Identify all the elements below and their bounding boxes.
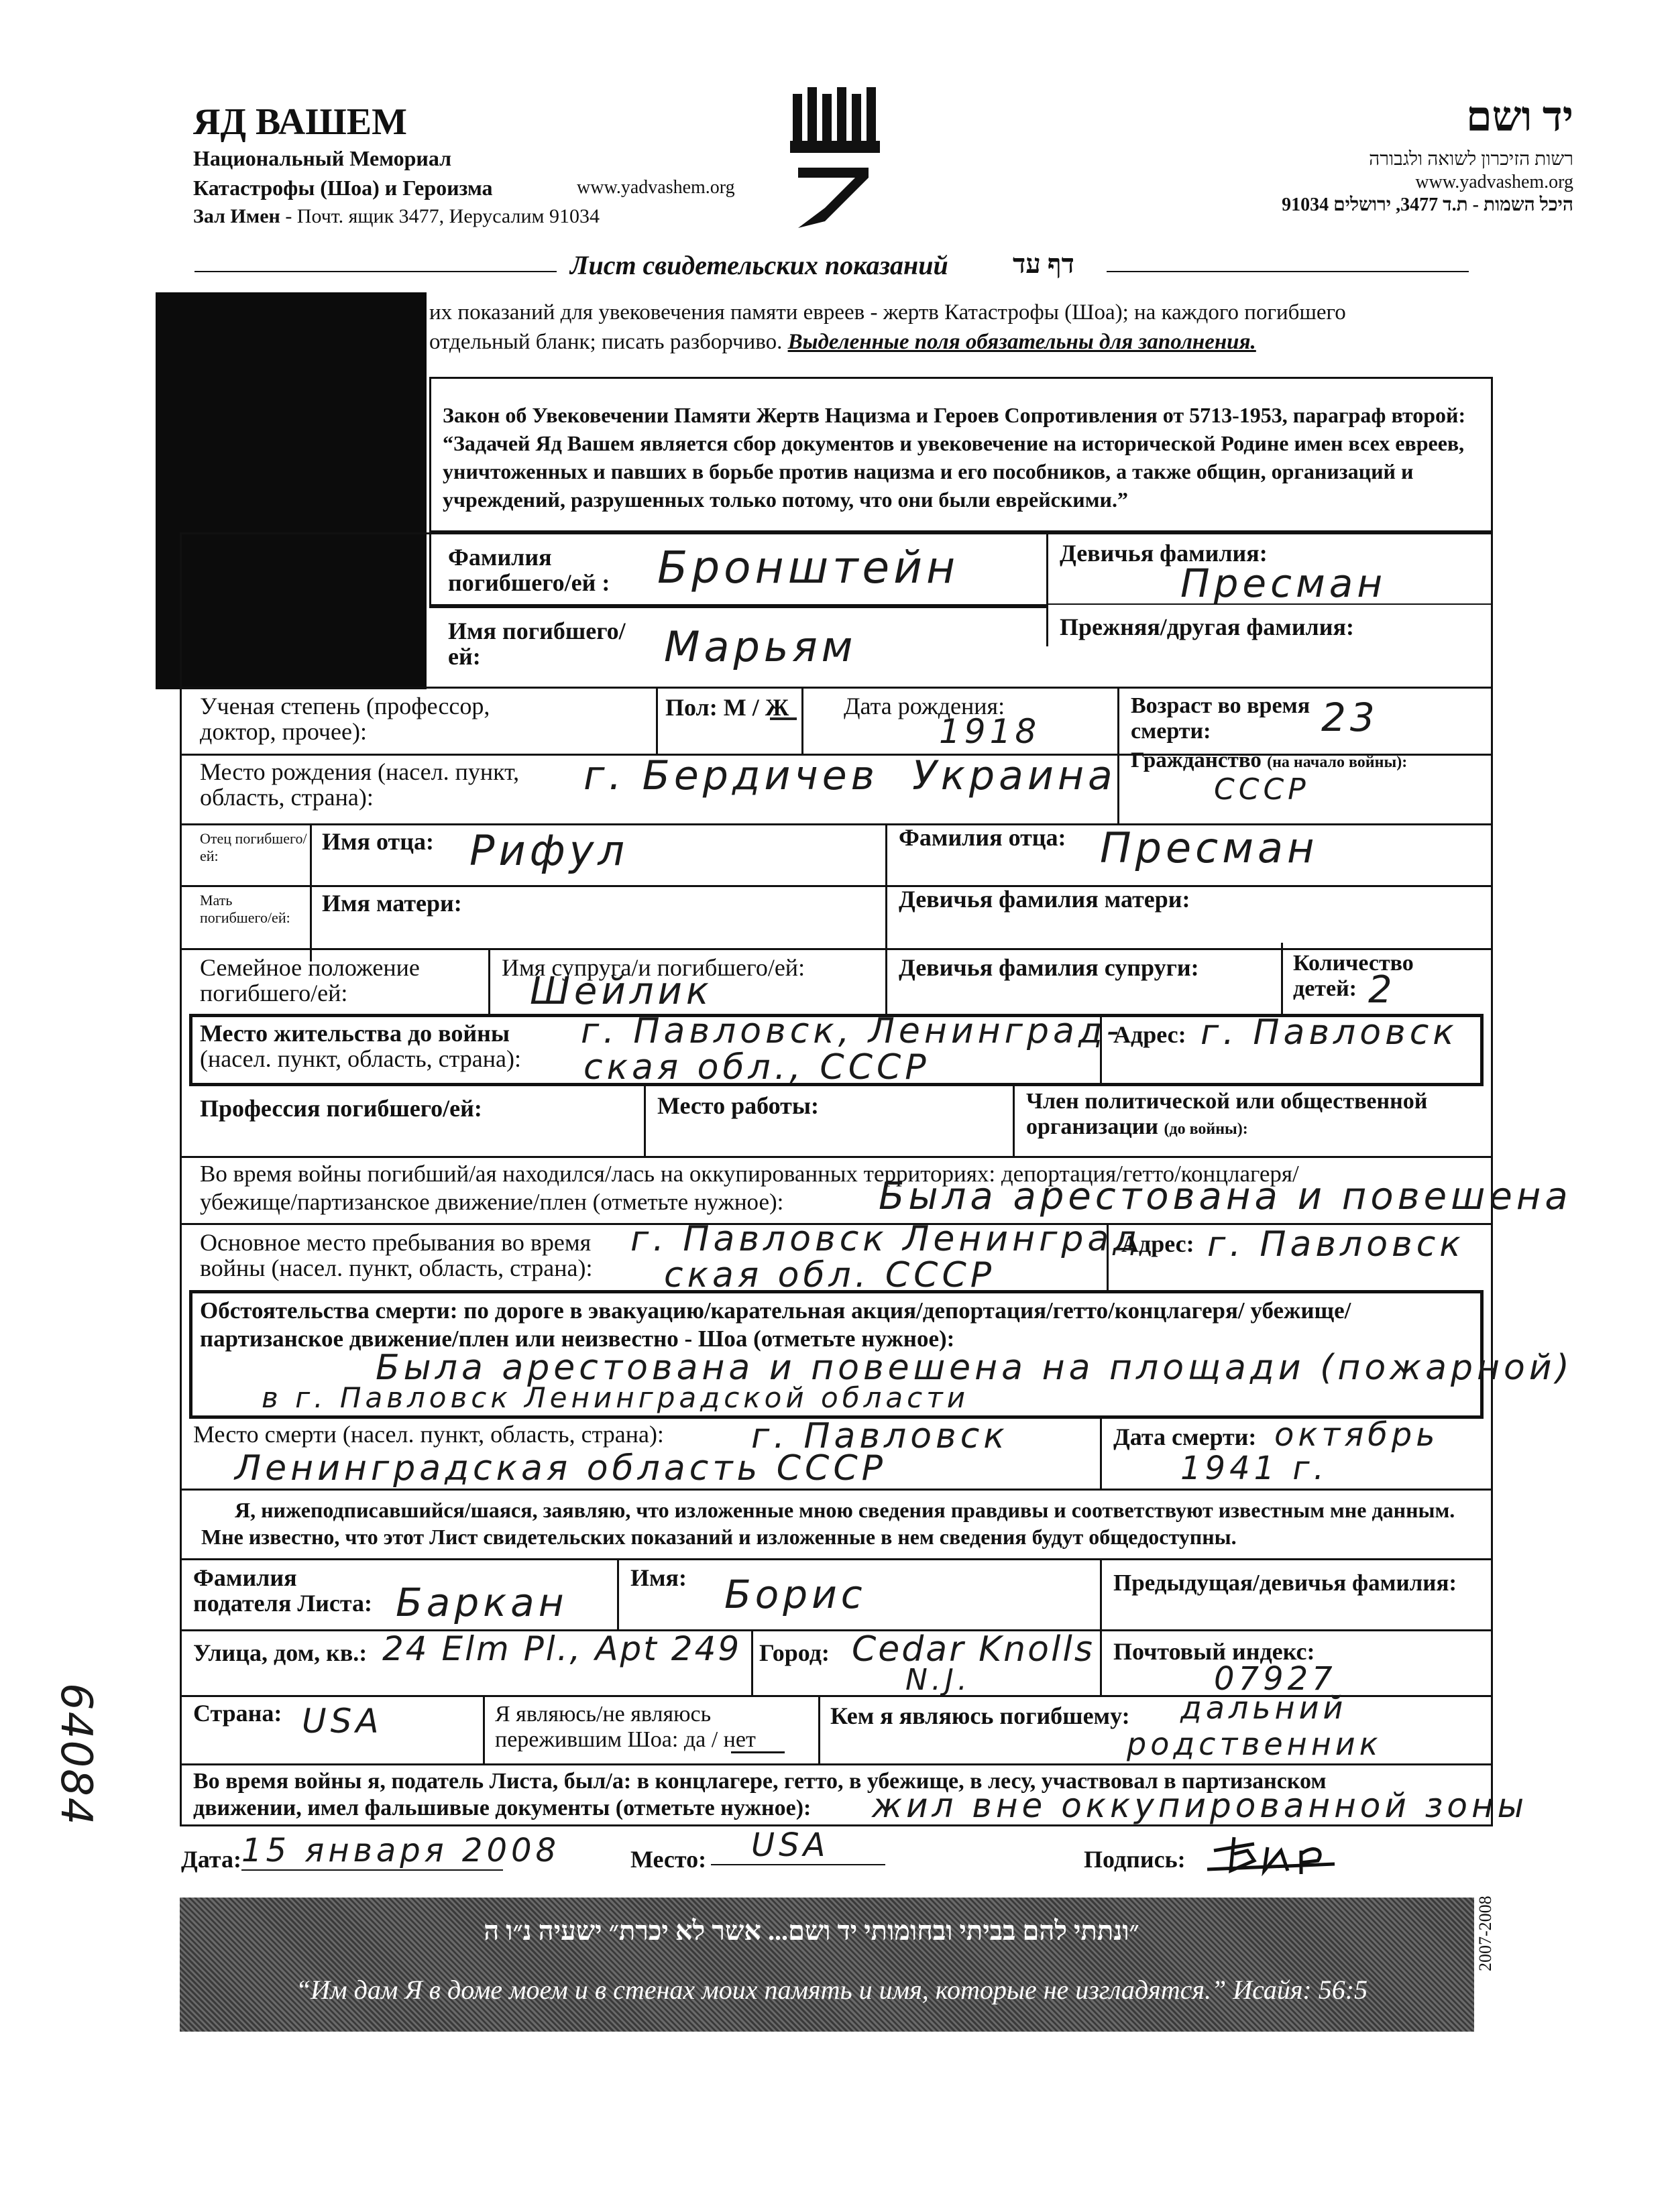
age-label: Возраст во время смерти: [1131, 693, 1310, 744]
signature-mark[interactable] [1201, 1824, 1375, 1877]
father-surname-value[interactable]: Пресман [1100, 823, 1319, 872]
city-divider [751, 1629, 753, 1695]
row-line-war-status [180, 1763, 1493, 1765]
children-label: Количество детей: [1293, 951, 1414, 1001]
death-date-label: Дата смерти: [1113, 1423, 1257, 1450]
submitter-prev-divider [1100, 1558, 1102, 1629]
residence-value-1[interactable]: г. Павловск, Ленинград- [581, 1011, 1123, 1051]
profession-label: Профессия погибшего/ей: [200, 1095, 482, 1122]
residence-address-divider [1100, 1014, 1102, 1086]
residence-label-bold: Место жительства до войны [200, 1020, 510, 1047]
side-year: 2007-2008 [1475, 1896, 1495, 1971]
birthplace-value[interactable]: г. Бердичев Украина [583, 752, 1117, 799]
death-place-value-1[interactable]: г. Павловск [751, 1416, 1009, 1456]
survivor-no-underline[interactable] [731, 1751, 785, 1753]
form-title-he: דף עד [1013, 249, 1074, 279]
city-label: Город: [759, 1639, 830, 1666]
zip-value[interactable]: 07927 [1214, 1660, 1337, 1698]
intro-line1: их показаний для увековечения памяти евреев - жертв Катастрофы (Шоа); на каждого погибшего [429, 300, 1346, 325]
row-line-submitter [180, 1558, 1493, 1560]
survivor-label: Я являюсь/не являюсь пережившим Шоа: да / нет [495, 1702, 756, 1752]
country-value[interactable]: USA [302, 1702, 383, 1741]
father-surname-label: Фамилия отца: [899, 824, 1066, 851]
row-line-marital [180, 948, 1493, 950]
birthplace-label: Место рождения (насел. пункт, область, страна): [200, 758, 520, 811]
org-line3-bold: Зал Имен [193, 205, 280, 227]
death-date-value-2[interactable]: 1941 г. [1180, 1450, 1328, 1487]
father-name-value[interactable]: Рифул [469, 826, 629, 875]
yad-vashem-logo [785, 87, 885, 241]
death-circ-label-rest: по дороге в эвакуацию/карательная акция/депортация/гетто/концлагеря/ убежище/партизанское движение/плен или неизвестно - Шоа (отметьте нужное): [200, 1297, 1351, 1352]
law-text: Закон об Увековечении Памяти Жертв Нацизма и Героев Сопротивления от 5713-1953, параграф второй: “Задачей Яд Вашем является сбор документов и увековечение на исторической Родине имен всех евреев, уничтоженных и павших в борьбе против нацизма и его пособников, а также общин, организаций и учреждений, разрушенных только потому, что они были еврейскими.” [443, 403, 1466, 512]
spouse-divider [488, 948, 490, 1015]
death-circ-value-1[interactable]: Была арестована и повешена на площади (пожарной) [376, 1348, 1573, 1388]
death-date-value-1[interactable]: октябрь [1274, 1416, 1439, 1454]
victim-surname-label: Фамилия погибшего/ей : [448, 544, 610, 596]
row-line-name [429, 606, 1046, 608]
row-line-mother [180, 885, 1493, 887]
workplace-label: Место работы: [657, 1092, 819, 1119]
main-place-address-divider [1107, 1223, 1109, 1293]
main-place-value-2[interactable]: ская обл. СССР [664, 1255, 996, 1295]
org-title-ru: ЯД ВАШЕМ [193, 101, 407, 143]
workplace-divider [644, 1086, 646, 1156]
residence-label [200, 1021, 575, 1071]
war-status-label-2: движении, имел фальшивые документы (отметьте нужное): [193, 1796, 812, 1820]
citizenship-note: (на начало войны): [1267, 754, 1408, 771]
country-label: Страна: [193, 1700, 282, 1727]
spouse-maiden-divider [885, 948, 887, 1015]
citizenship-value[interactable]: СССР [1214, 772, 1310, 807]
wartime-label-2: убежище/партизанское движение/плен (отметьте нужное): [200, 1189, 784, 1215]
father-side-divider [310, 823, 312, 962]
street-label: Улица, дом, кв.: [193, 1639, 368, 1666]
relation-divider [818, 1695, 820, 1765]
war-status-value[interactable]: жил вне оккупированной зоны [872, 1786, 1528, 1825]
mother-side-label: Мать погибшего/ей: [200, 892, 290, 926]
age-value[interactable]: 23 [1321, 695, 1379, 740]
zip-divider [1100, 1629, 1102, 1695]
birthdate-value[interactable]: 1918 [939, 712, 1041, 751]
row-line-wartime [180, 1156, 1493, 1158]
age-divider [1117, 687, 1119, 754]
org-line3 [193, 205, 600, 228]
mother-maiden-label: Девичья фамилия матери: [899, 886, 1190, 913]
birthdate-label: Дата рождения: [844, 693, 1005, 719]
member-divider [1013, 1086, 1015, 1156]
residence-value-2[interactable]: ская обл., СССР [583, 1047, 930, 1088]
residence-label-rest: (насел. пункт, область, страна): [200, 1045, 522, 1072]
main-place-label: Основное место пребывания во время войны (насел. пункт, область, страна): [200, 1229, 593, 1281]
member-note: (до войны): [1164, 1120, 1248, 1138]
row-line-degree [180, 687, 1493, 689]
sex-label: Пол: М / Ж [665, 694, 789, 721]
member-label [1026, 1089, 1482, 1142]
survivor-divider [483, 1695, 485, 1765]
submitter-name-label: Имя: [630, 1564, 687, 1591]
children-divider [1281, 943, 1283, 1015]
date-label: Дата: [181, 1846, 241, 1873]
member-label-text: Член политической или общественной организации [1026, 1089, 1428, 1139]
death-date-divider [1100, 1419, 1102, 1489]
relation-value-2[interactable]: родственник [1127, 1726, 1382, 1762]
org-line3-rest: - Почт. ящик 3477, Иерусалим 91034 [280, 205, 600, 227]
place-label: Место: [630, 1846, 707, 1873]
maiden-name-label: Девичья фамилия: [1060, 540, 1268, 567]
submitter-surname-label: Фамилия подателя Листа: [193, 1564, 372, 1617]
org-line2: Катастрофы (Шоа) и Героизма [193, 176, 493, 200]
spouse-maiden-label: Девичья фамилия супруги: [899, 954, 1199, 981]
row-line-prev [1046, 603, 1493, 605]
submitter-prev-label: Предыдущая/девичья фамилия: [1113, 1570, 1457, 1596]
submitter-name-divider [617, 1558, 619, 1629]
mother-name-label: Имя матери: [322, 890, 462, 917]
org-website: www.yadvashem.org [577, 177, 735, 198]
relation-label: Кем я являюсь погибшему: [830, 1702, 1130, 1729]
city-value-1[interactable]: Cedar Knolls [852, 1629, 1095, 1670]
victim-name-value[interactable]: Марьям [664, 622, 857, 671]
main-place-address-value[interactable]: г. Павловск [1207, 1224, 1465, 1265]
residence-address-label: Адрес: [1113, 1021, 1186, 1048]
previous-surname-label: Прежняя/другая фамилия: [1060, 614, 1354, 640]
maiden-name-value[interactable]: Пресман [1180, 561, 1387, 606]
relation-value-1[interactable]: дальний [1180, 1690, 1347, 1726]
spouse-value[interactable]: Шейлик [530, 970, 713, 1013]
title-rule-left [194, 271, 557, 272]
signature-label: Подпись: [1084, 1846, 1186, 1873]
main-place-value-1[interactable]: г. Павловск Ленинград [630, 1219, 1141, 1259]
submitter-surname-value[interactable]: Баркан [396, 1580, 568, 1625]
zip-label: Почтовый индекс: [1113, 1638, 1315, 1665]
death-place-label: Место смерти (насел. пункт, область, страна): [193, 1421, 664, 1448]
city-value-2[interactable]: N.J. [905, 1663, 971, 1697]
father-surname-divider [885, 823, 887, 962]
main-place-address-label: Адрес: [1121, 1230, 1194, 1257]
intro-line2 [429, 330, 1256, 355]
victim-surname-value[interactable]: Бронштейн [657, 542, 960, 593]
victim-name-label: Имя погибшего/ей: [448, 618, 626, 670]
org-line1: Национальный Мемориал [193, 146, 452, 170]
date-value[interactable]: 15 января 2008 [241, 1832, 561, 1869]
row-line-street [180, 1629, 1493, 1631]
he-website: www.yadvashem.org [1415, 172, 1573, 192]
citizenship-label [1131, 748, 1407, 773]
children-value[interactable]: 2 [1368, 968, 1396, 1012]
intro-line2-start: отдельный бланк; писать разборчиво. [429, 330, 788, 354]
spouse-label: Имя супруга/и погибшего/ей: [502, 954, 805, 981]
wartime-value[interactable]: Была арестована и повешена [879, 1175, 1572, 1218]
form-title: Лист свидетельских показаний [570, 250, 948, 280]
submitter-name-value[interactable]: Борис [724, 1572, 867, 1617]
citizenship-divider [1117, 754, 1119, 823]
residence-address-value[interactable]: г. Павловск [1201, 1012, 1458, 1053]
row-line-declaration [180, 1489, 1493, 1491]
intro-mandatory-note: Выделенные поля обязательны для заполнения. [787, 330, 1256, 354]
father-side-label: Отец погибшего/ей: [200, 830, 307, 864]
marital-label: Семейное положение погибшего/ей: [200, 954, 420, 1006]
banner-quote-ru: “Им дам Я в доме моем и в стенах моих память и имя, которые не изгладятся.” Исайя: 56:5 [295, 1975, 1368, 2005]
death-place-value-2[interactable]: Ленинградская область СССР [235, 1448, 887, 1489]
death-circ-value-2[interactable]: в г. Павловск Ленинградской области [262, 1381, 970, 1414]
archive-number: 64084 [51, 1683, 101, 1826]
street-value[interactable]: 24 Elm Pl., Apt 249 [382, 1629, 742, 1668]
place-value[interactable]: USA [711, 1826, 885, 1865]
surname-divider [1046, 532, 1048, 646]
death-circ-label [200, 1297, 1474, 1353]
father-name-label: Имя отца: [322, 828, 434, 855]
citizenship-title: Гражданство [1131, 748, 1262, 772]
war-status-label-1: Во время войны я, податель Листа, был/а: в концлагере, гетто, в убежище, в лесу, участвовал в партизанском [193, 1769, 1327, 1794]
degree-label: Ученая степень (профессор, доктор, прочее): [200, 693, 490, 745]
he-line3: היכל השמות - ת.ד 3477, ירושלים 91034 [1282, 194, 1573, 215]
he-line1: רשות הזיכרון לשואה ולגבורה [1369, 149, 1573, 170]
sex-mark[interactable] [770, 717, 797, 720]
org-title-he: יד ושם [1465, 95, 1573, 140]
title-rule-right [1107, 271, 1469, 272]
death-circ-label-bold: Обстоятельства смерти: [200, 1297, 458, 1324]
declaration-text: Я, нижеподписавшийся/шаяся, заявляю, что изложенные мною сведения правдивы и соответствуют известным мне данным. Мне известно, что этот Лист свидетельских показаний и изложенные в нем сведения будут общедоступны. [201, 1498, 1455, 1549]
banner-quote-he: ״ונתתי להם בביתי ובחומותי יד ושם... אשר לא יכרת״ ישעיה נ״ו ה [484, 1916, 1139, 1946]
wartime-label-1: Во время войны погибший/ая находился/лась на оккупированных территориях: депортация/гетто/концлагеря/ [200, 1161, 1299, 1187]
